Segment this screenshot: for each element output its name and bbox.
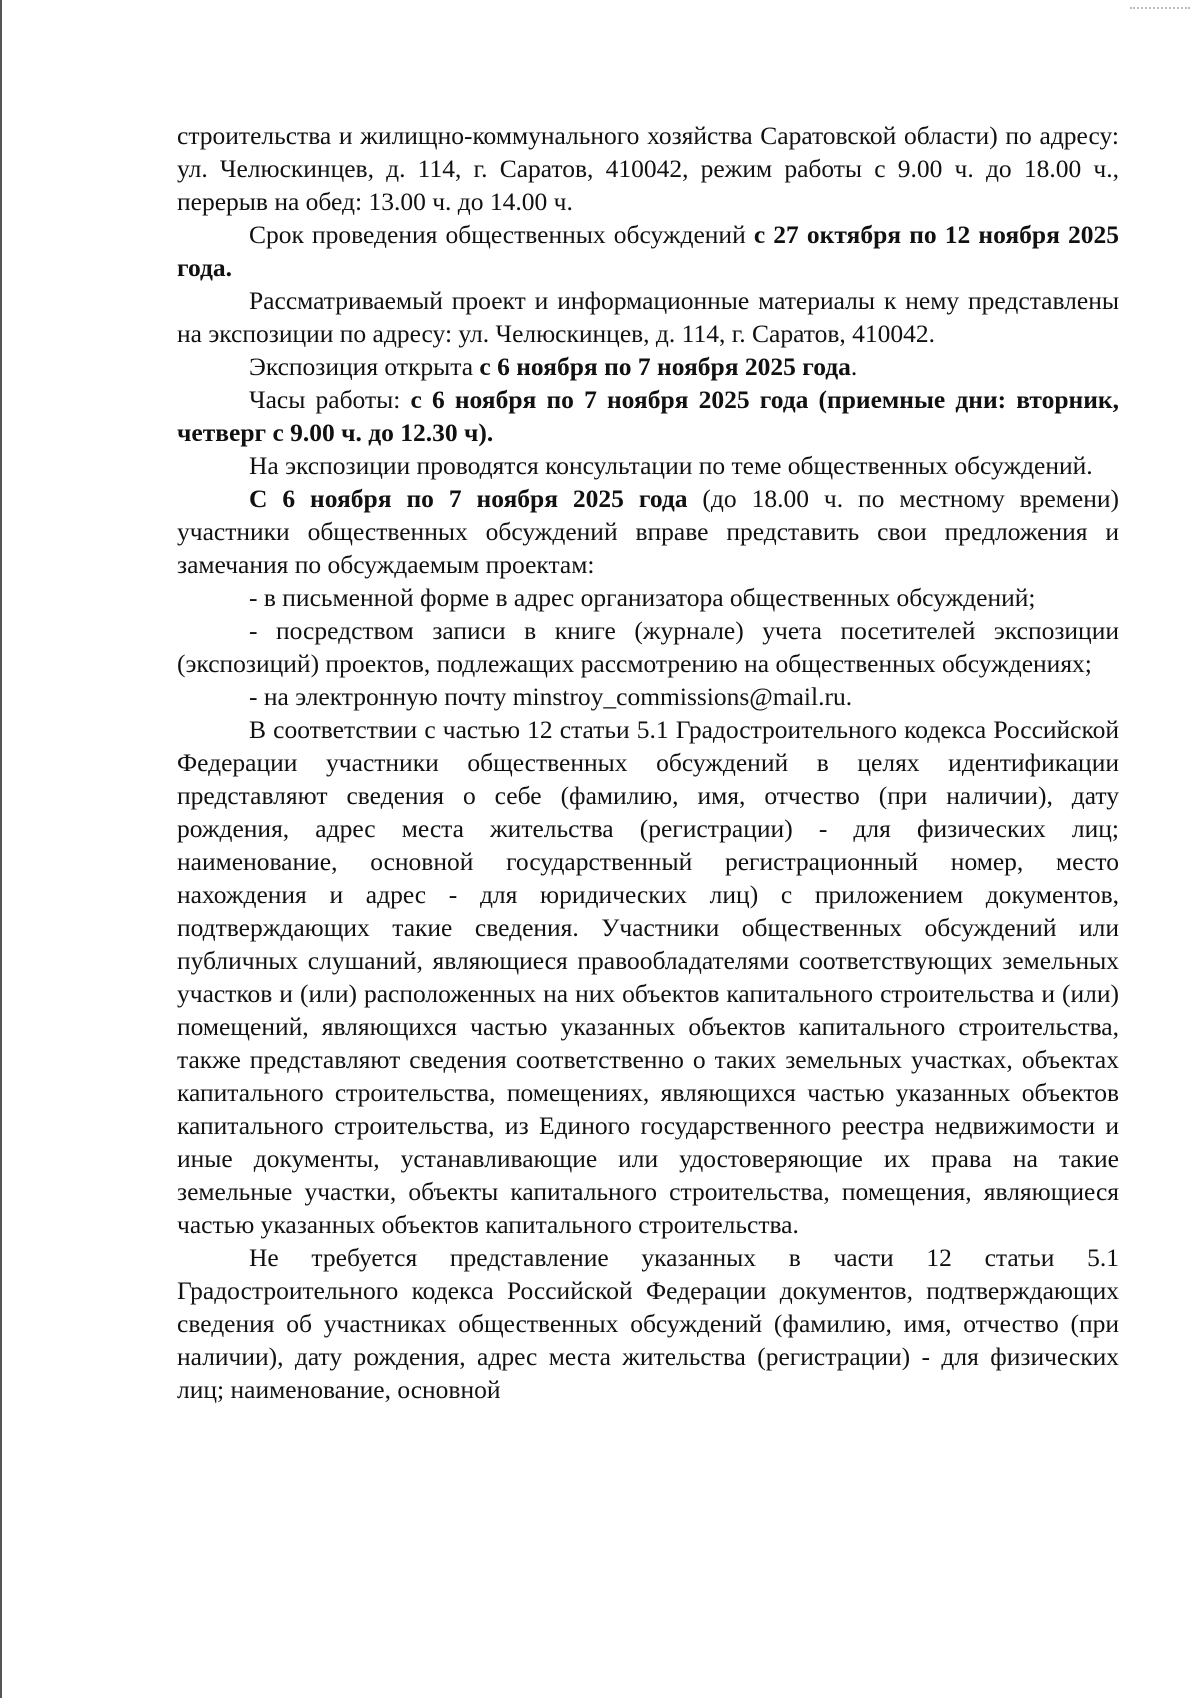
paragraph-5 bbox=[177, 383, 1119, 449]
paragraph-2 bbox=[177, 218, 1119, 284]
text-run: - посредством записи в книге (журнале) учета посетителей экспозиции (экспозиций) проектов, подлежащих рассмотрению на общественных обсуждениях; bbox=[177, 616, 1119, 678]
paragraph-12 bbox=[177, 1241, 1119, 1406]
text-run: - на электронную почту minstroy_commissions@mail.ru. bbox=[249, 682, 853, 711]
text-run: В соответствии с частью 12 статьи 5.1 Градостроительного кодекса Российской Федерации участники общественных обсуждений в целях идентификации представляют сведения о себе (фамилию, имя, отчество (при наличии), дату рождения, адрес места жительства (регистрации) - для физических лиц; наименование, основной государственный регистрационный номер, место нахождения и адрес - для юридических лиц) с приложением документов, подтверждающих такие сведения. Участники общественных обсуждений или публичных слушаний, являющиеся правообладателями соответствующих земельных участков и (или) расположенных на них объектов капитального строительства и (или) помещений, являющихся частью указанных объектов капитального строительства, также представляют сведения соответственно о таких земельных участках, объектах капитального строительства, помещениях, являющихся частью указанных объектов капитального строительства, из Единого государственного реестра недвижимости и иные документы, устанавливающие или удостоверяющие их права на такие земельные участки, объекты капитального строительства, помещения, являющиеся частью указанных объектов капитального строительства. bbox=[177, 715, 1119, 1239]
text-run-bold: с 6 ноября по 7 ноября 2025 года bbox=[479, 352, 851, 381]
text-run: На экспозиции проводятся консультации по теме общественных обсуждений. bbox=[249, 451, 1093, 480]
paragraph-10 bbox=[177, 680, 1119, 713]
text-run-bold: С 6 ноября по 7 ноября 2025 года bbox=[249, 484, 688, 513]
scan-edge bbox=[0, 0, 2, 1698]
text-run: строительства и жилищно-коммунального хозяйства Саратовской области) по адресу: ул. Челюскинцев, д. 114, г. Саратов, 410042, режим работы с 9.00 ч. до 18.00 ч., перерыв на обед: 13.00 ч. до 14.00 ч. bbox=[177, 121, 1119, 216]
text-run: - в письменной форме в адрес организатора общественных обсуждений; bbox=[249, 583, 1036, 612]
paragraph-1 bbox=[177, 119, 1119, 218]
text-run: . bbox=[850, 352, 858, 381]
text-run: Экспозиция открыта bbox=[249, 352, 480, 381]
paragraph-4 bbox=[177, 350, 1119, 383]
paragraph-9 bbox=[177, 614, 1119, 680]
text-run: Срок проведения общественных обсуждений bbox=[249, 220, 754, 249]
paragraph-3 bbox=[177, 284, 1119, 350]
document-body bbox=[177, 119, 1119, 1406]
text-run-bold: с 6 ноября по 7 ноября 2025 года (приемные дни: вторник, четверг с 9.00 ч. до 12.30 ч). bbox=[177, 385, 1119, 447]
text-run: Не требуется представление указанных в части 12 статьи 5.1 Градостроительного кодекса Российской Федерации документов, подтверждающих сведения об участниках общественных обсуждений (фамилию, имя, отчество (при наличии), дату рождения, адрес места жительства (регистрации) - для физических лиц; наименование, основной bbox=[177, 1243, 1119, 1404]
text-run: Рассматриваемый проект и информационные материалы к нему представлены на экспозиции по адресу: ул. Челюскинцев, д. 114, г. Саратов, 410042. bbox=[177, 286, 1119, 348]
text-run-bold: с 27 октября по 12 ноября 2025 года. bbox=[177, 220, 1119, 282]
paragraph-11 bbox=[177, 713, 1119, 1241]
paragraph-8 bbox=[177, 581, 1119, 614]
text-run: (до 18.00 ч. по местному времени) участники общественных обсуждений вправе представить свои предложения и замечания по обсуждаемым проектам: bbox=[177, 484, 1119, 579]
paragraph-7 bbox=[177, 482, 1119, 581]
scan-mark bbox=[1130, 7, 1190, 9]
text-run: Часы работы: bbox=[249, 385, 411, 414]
paragraph-6 bbox=[177, 449, 1119, 482]
